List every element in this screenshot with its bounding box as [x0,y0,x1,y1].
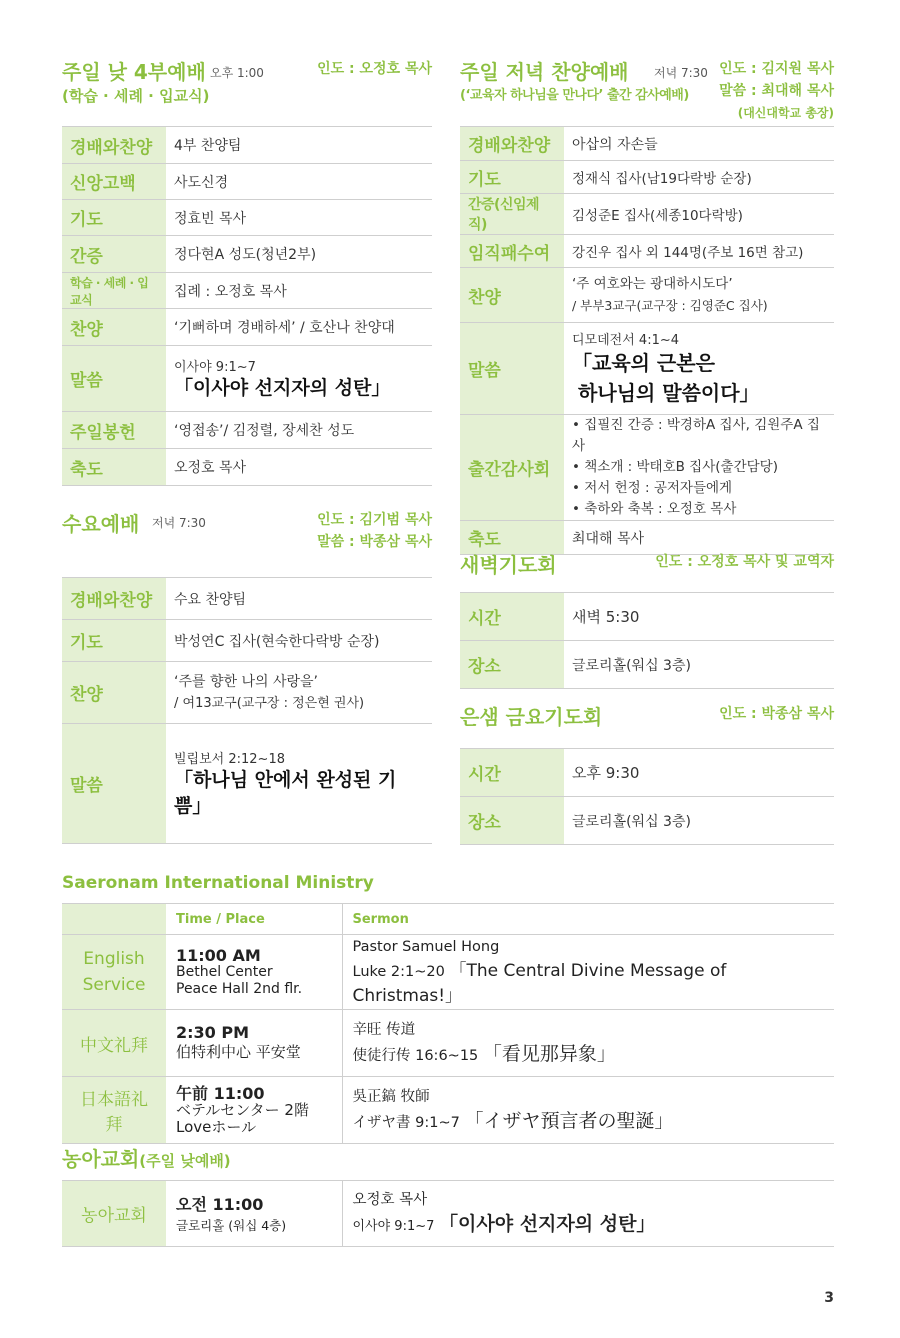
table-row [62,1181,834,1247]
row-value: ‘영접송’/ 김정렬, 장세찬 성도 [166,412,432,449]
scripture-ref: Luke 2:1~20 [352,964,445,980]
row-label: 축도 [460,521,564,555]
table-row [460,415,834,521]
preacher: Pastor Samuel Hong [352,939,500,955]
sermon-title: 「교육의 근본은 [572,351,715,375]
sermon-title: 「이사야 선지자의 성탄」 [174,377,391,399]
table-row [62,724,432,844]
row-label: 찬양 [62,662,166,724]
evening-time: 저녁 7:30 [654,66,708,80]
row-value: 집례 : 오정호 목사 [166,273,432,309]
scripture-ref: 이사야 9:1~7 [352,1219,435,1234]
row-value-2: / 여13교구(교구장 : 정은현 권사) [174,695,365,711]
sunday4-leader: 인도 : 오정호 목사 [317,61,432,77]
service-label: English Service [62,935,166,1010]
scripture-ref: 使徒行传 16:6~15 [352,1048,479,1064]
deaf-table [62,1180,834,1247]
row-value: 오후 9:30 [564,749,834,797]
table-row [62,412,432,449]
evening-table [460,126,834,555]
row-value: 4부 찬양팀 [166,127,432,164]
row-label: 시간 [460,749,564,797]
col-time-header: Time / Place [166,904,342,935]
intl-table [62,903,834,1144]
row-label: 찬양 [460,268,564,323]
table-row [460,323,834,415]
service-time: 午前 11:00 [176,1083,265,1103]
service-place: Bethel Center [176,963,273,980]
dawn-leader: 인도 : 오정호 목사 및 교역자 [655,554,834,570]
row-value: 글로리홀(워십 3층) [564,797,834,845]
list-item: • 책소개 : 박태호B 집사(출간담당) [572,459,778,475]
sermon-title: 「The Central Divine Message of Christmas!」 [352,961,727,1006]
row-label: 임직패수여 [460,235,564,268]
row-label: 말씀 [460,323,564,415]
table-row [62,273,432,309]
row-value: 강진우 집사 외 144명(주보 16면 참고) [564,235,834,268]
row-value: 정재식 집사(남19다락방 순장) [564,161,834,194]
evening-preacher: 말씀 : 최대해 목사 [719,83,834,99]
wednesday-table [62,577,432,844]
evening-title: 주일 저녁 찬양예배 [460,60,629,84]
table-row [460,521,834,555]
sunday4-title: 주일 낮 4부예배 [62,60,206,84]
row-label: 기도 [62,620,166,662]
row-label: 주일봉헌 [62,412,166,449]
wednesday-time: 저녁 7:30 [152,516,206,530]
scripture-ref: 이사야 9:1~7 [174,360,256,375]
evening-leader: 인도 : 김지원 목사 [719,61,834,77]
row-label: 찬양 [62,309,166,346]
row-label: 축도 [62,449,166,486]
preacher: 辛旺 传道 [352,1022,416,1038]
row-value: 박성연C 집사(현숙한다락방 순장) [166,620,432,662]
scripture-ref: イザヤ書 9:1~7 [352,1115,460,1131]
table-row [460,235,834,268]
row-label: 간증 [62,236,166,273]
dawn-table [460,592,834,689]
row-label: 기도 [460,161,564,194]
col-sermon-header: Sermon [342,904,834,935]
row-label: 경배와찬양 [62,127,166,164]
list-item: • 축하와 축복 : 오정호 목사 [572,501,737,517]
table-row [62,200,432,236]
row-value: 정효빈 목사 [166,200,432,236]
table-row [62,346,432,412]
preacher: 吳正鎬 牧師 [352,1089,430,1105]
row-label: 장소 [460,641,564,689]
row-value: 오정호 목사 [166,449,432,486]
service-place-2: Loveホール [176,1117,257,1136]
table-row [460,593,834,641]
sermon-title: 「看见那异象」 [482,1043,616,1065]
row-value: 정다현A 성도(청년2부) [166,236,432,273]
service-place: 글로리홀 (워십 4층) [176,1218,287,1233]
row-value: 아삽의 자손들 [564,127,834,161]
table-row [460,749,834,797]
row-label: 경배와찬양 [62,578,166,620]
row-value: 수요 찬양팀 [166,578,432,620]
scripture-ref: 빌립보서 2:12~18 [174,752,285,767]
sermon-title: 「하나님 안에서 완성된 기쁨」 [174,769,397,817]
sunday4-time: 오후 1:00 [210,66,264,80]
table-row [62,620,432,662]
table-row [62,236,432,273]
evening-subtitle: (‘교육자 하나님을 만나다’ 출간 감사예배) [460,88,689,103]
sunday4-subtitle: (학습 · 세례 · 입교식) [62,87,210,105]
row-label: 말씀 [62,346,166,412]
service-place: 伯特利中心 平安堂 [176,1042,301,1061]
service-time: 오전 11:00 [176,1195,264,1214]
table-row [460,268,834,323]
table-row [460,127,834,161]
deaf-title: 농아교회(주일 낮예배) [62,1147,231,1171]
service-label: 日本語礼拜 [62,1077,166,1144]
row-value-2: / 부부3교구(교구장 : 김영준C 집사) [572,298,768,313]
row-label: 기도 [62,200,166,236]
service-label: 농아교회 [62,1181,166,1247]
row-label: 신앙고백 [62,164,166,200]
row-label: 학습 · 세례 · 입교식 [62,273,166,309]
table-row [62,449,432,486]
row-label: 장소 [460,797,564,845]
row-label: 경배와찬양 [460,127,564,161]
bullet-list [564,415,834,521]
service-label: 中文礼拜 [62,1010,166,1077]
table-row [460,797,834,845]
table-row [62,1010,834,1077]
row-label: 간증(신임제직) [460,194,564,235]
list-item: • 저서 헌정 : 공저자들에게 [572,480,733,496]
sermon-title: 「이사야 선지자의 성탄」 [439,1213,656,1235]
wednesday-title: 수요예배 [62,512,140,536]
table-row [62,127,432,164]
table-header [62,904,834,935]
preacher: 오정호 목사 [352,1192,428,1208]
table-row [62,164,432,200]
sermon-title: 「イザヤ預言者の聖誕」 [464,1110,674,1132]
row-label: 출간감사회 [460,415,564,521]
table-row [460,641,834,689]
row-value: 글로리홀(워십 3층) [564,641,834,689]
row-label: 말씀 [62,724,166,844]
table-row [62,1077,834,1144]
row-value: 사도신경 [166,164,432,200]
row-value: 새벽 5:30 [564,593,834,641]
table-row [62,662,432,724]
service-time: 2:30 PM [176,1022,250,1042]
table-row [460,161,834,194]
service-time: 11:00 AM [176,945,261,965]
row-value: ‘기뻐하며 경배하세’ / 호산나 찬양대 [166,309,432,346]
row-label: 시간 [460,593,564,641]
table-row [460,194,834,235]
row-value: ‘주를 향한 나의 사랑을’ [174,673,318,690]
dawn-title: 새벽기도회 [460,553,557,577]
sunday4-table [62,126,432,486]
row-value: 김성준E 집사(세종10다락방) [564,194,834,235]
table-row [62,935,834,1010]
evening-preacher-note: (대신대학교 총장) [737,106,834,120]
scripture-ref: 디모데전서 4:1~4 [572,333,680,348]
service-place: ベテルセンター 2階 [176,1100,309,1119]
friday-title: 은샘 금요기도회 [460,705,603,729]
table-row [62,309,432,346]
friday-table [460,748,834,845]
intl-title: Saeronam International Ministry [62,873,374,893]
wednesday-leader: 인도 : 김기범 목사 [317,512,432,528]
page-number: 3 [824,1290,834,1306]
row-value: ‘주 여호와는 광대하시도다’ [572,276,733,292]
table-row [62,578,432,620]
list-item: • 집필진 간증 : 박경하A 집사, 김원주A 집사 [572,417,820,454]
friday-leader: 인도 : 박종삼 목사 [719,706,834,722]
service-place-2: Peace Hall 2nd flr. [176,980,303,997]
row-value: 최대해 목사 [564,521,834,555]
wednesday-preacher: 말씀 : 박종삼 목사 [317,534,432,550]
sermon-title-2: 하나님의 말씀이다」 [578,381,760,405]
